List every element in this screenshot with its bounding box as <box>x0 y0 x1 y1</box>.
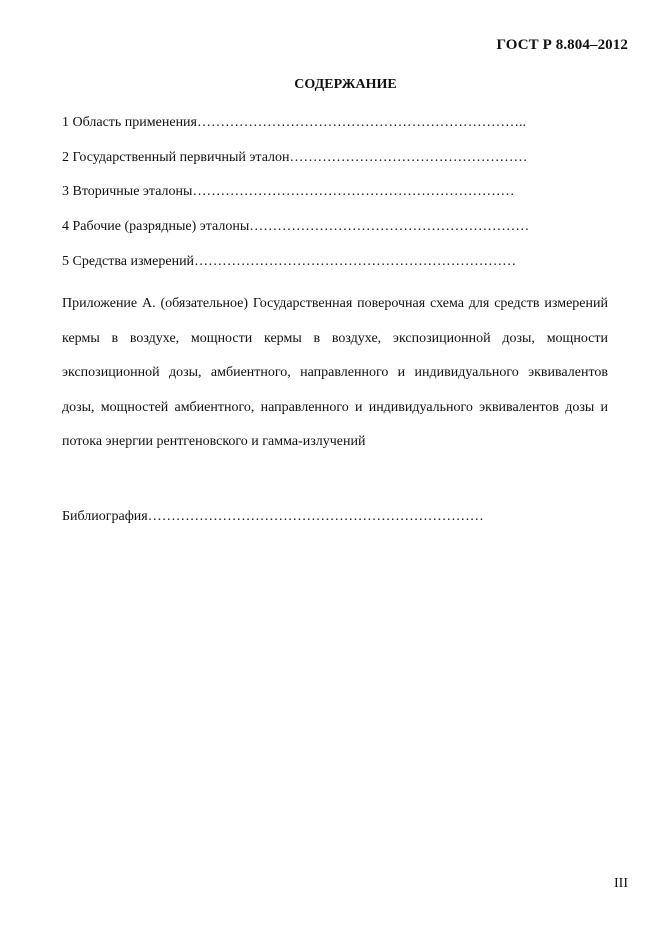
toc-item-scope[interactable] <box>62 114 526 132</box>
toc-item-leader: …………………………………………………… <box>249 219 530 234</box>
toc-item-label: 1 Область применения <box>62 115 197 130</box>
toc-item-appendix-a[interactable]: Приложение А. (обязательное) Государственная поверочная схема для средств измерений кермы в воздухе, мощности кермы в воздухе, экспозиционной дозы, мощности экспозиционной дозы, амбиентного, направленного и индивидуального эквивалентов дозы, мощностей амбиентного, направленного и индивидуального эквивалентов дозы и потока энергии рентгеновского и гамма-излучений <box>62 296 608 450</box>
toc-item-leader: …………………………………………………………… <box>192 184 515 199</box>
toc-item-bibliography[interactable] <box>62 508 484 526</box>
toc-item-leader: …………………………………………… <box>289 150 528 165</box>
document-code: ГОСТ Р 8.804–2012 <box>496 37 628 53</box>
page-title: СОДЕРЖАНИЕ <box>294 77 397 92</box>
toc-item-label: Библиография <box>62 509 148 524</box>
page-number: III <box>614 876 628 891</box>
toc-item-measuring-instruments[interactable] <box>62 253 516 271</box>
toc-item-label: 3 Вторичные эталоны <box>62 184 193 199</box>
toc-item-label: 2 Государственный первичный эталон <box>62 150 290 165</box>
toc-item-leader: …………………………………………………………… <box>194 254 517 269</box>
toc-item-primary-standard[interactable] <box>62 149 528 167</box>
toc-item-leader: ……………………………………………………………… <box>147 509 484 524</box>
toc-item-working-standards[interactable] <box>62 218 529 236</box>
toc-item-secondary-standards[interactable] <box>62 183 514 201</box>
toc-item-label: 5 Средства измерений <box>62 254 195 269</box>
toc-item-leader: …………………………………………………………….. <box>197 115 526 130</box>
toc-item-label: 4 Рабочие (разрядные) эталоны <box>62 219 250 234</box>
